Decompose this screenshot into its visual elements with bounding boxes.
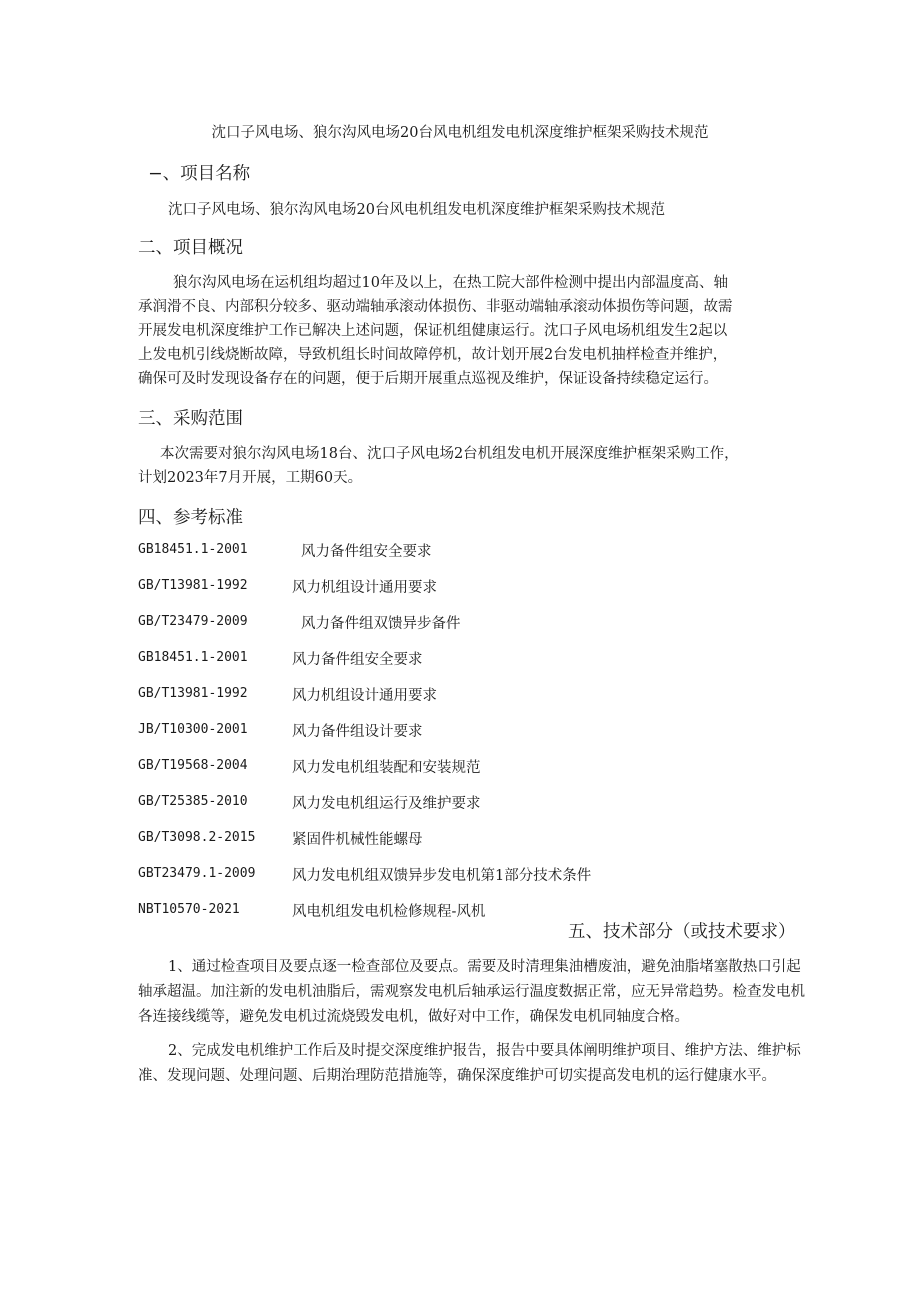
standard-code: JB/T10300-2001: [138, 722, 248, 737]
overview-line: 开展发电机深度维护工作已解决上述问题，保证机组健康运行。沈口子风电场机组发生2起以: [138, 323, 728, 339]
technical-line: 各连接线缆等，避免发电机过流烧毁发电机，做好对中工作，确保发电机同轴度合格。: [138, 1009, 689, 1025]
technical-line: 2、完成发电机维护工作后及时提交深度维护报告，报告中要具体阐明维护项目、维护方法、维护标: [168, 1043, 801, 1059]
standard-name: 风力备件组设计要求: [292, 724, 423, 740]
standard-code: GB18451.1-2001: [138, 650, 248, 665]
section-5-heading: 五、技术部分（或技术要求）: [568, 922, 796, 942]
standard-code: GB18451.1-2001: [138, 542, 248, 557]
overview-line: 上发电机引线烧断故障，导致机组长时间故障停机，故计划开展2台发电机抽样检查并维护，: [138, 347, 728, 363]
section-1-heading: −、项目名称: [148, 164, 251, 184]
standard-name: 风力备件组安全要求: [292, 652, 423, 668]
technical-line: 准、发现问题、处理问题、后期治理防范措施等，确保深度维护可切实提高发电机的运行健康水平。: [138, 1068, 776, 1084]
standard-code: GB/T13981-1992: [138, 578, 248, 593]
standard-name: 风力备件组双馈异步备件: [301, 616, 461, 632]
standard-code: GB/T19568-2004: [138, 758, 248, 773]
standard-name: 风电机组发电机检修规程-风机: [292, 904, 486, 920]
section-4-heading: 四、参考标准: [138, 508, 243, 528]
project-name: 沈口子风电场、狼尔沟风电场20台风电机组发电机深度维护框架采购技术规范: [168, 202, 665, 218]
standard-name: 风力机组设计通用要求: [292, 688, 437, 704]
standard-name: 紧固件机械性能螺母: [292, 832, 423, 848]
overview-line: 确保可及时发现设备存在的问题，便于后期开展重点巡视及维护，保证设备持续稳定运行。: [138, 371, 718, 387]
standard-code: GBT23479.1-2009: [138, 866, 256, 881]
standard-name: 风力备件组安全要求: [301, 544, 432, 560]
standard-code: GB/T23479-2009: [138, 614, 248, 629]
overview-line: 狼尔沟风电场在运机组均超过10年及以上，在热工院大部件检测中提出内部温度高、轴: [173, 275, 728, 291]
overview-line: 承润滑不良、内部积分较多、驱动端轴承滚动体损伤、非驱动端轴承滚动体损伤等问题，故需: [138, 299, 733, 315]
standard-code: GB/T3098.2-2015: [138, 830, 256, 845]
standard-name: 风力发电机组装配和安装规范: [292, 760, 481, 776]
standard-name: 风力机组设计通用要求: [292, 580, 437, 596]
technical-line: 1、通过检查项目及要点逐一检查部位及要点。需要及时清理集油槽废油，避免油脂堵塞散热口引起: [168, 959, 801, 975]
document-title: 沈口子风电场、狼尔沟风电场20台风电机组发电机深度维护框架采购技术规范: [211, 125, 709, 141]
standard-code: NBT10570-2021: [138, 902, 240, 917]
standard-code: GB/T13981-1992: [138, 686, 248, 701]
standard-code: GB/T25385-2010: [138, 794, 248, 809]
technical-line: 轴承超温。加注新的发电机油脂后，需观察发电机后轴承运行温度数据正常，应无异常趋势。检查发电机: [138, 984, 805, 1000]
section-3-heading: 三、采购范围: [138, 409, 243, 429]
standard-name: 风力发电机组双馈异步发电机第1部分技术条件: [292, 868, 592, 884]
scope-line: 本次需要对狼尔沟风电场18台、沈口子风电场2台机组发电机开展深度维护框架采购工作，: [160, 446, 739, 462]
section-2-heading: 二、项目概况: [138, 238, 243, 258]
scope-line: 计划2023年7月开展，工期60天。: [138, 470, 363, 486]
standard-name: 风力发电机组运行及维护要求: [292, 796, 481, 812]
